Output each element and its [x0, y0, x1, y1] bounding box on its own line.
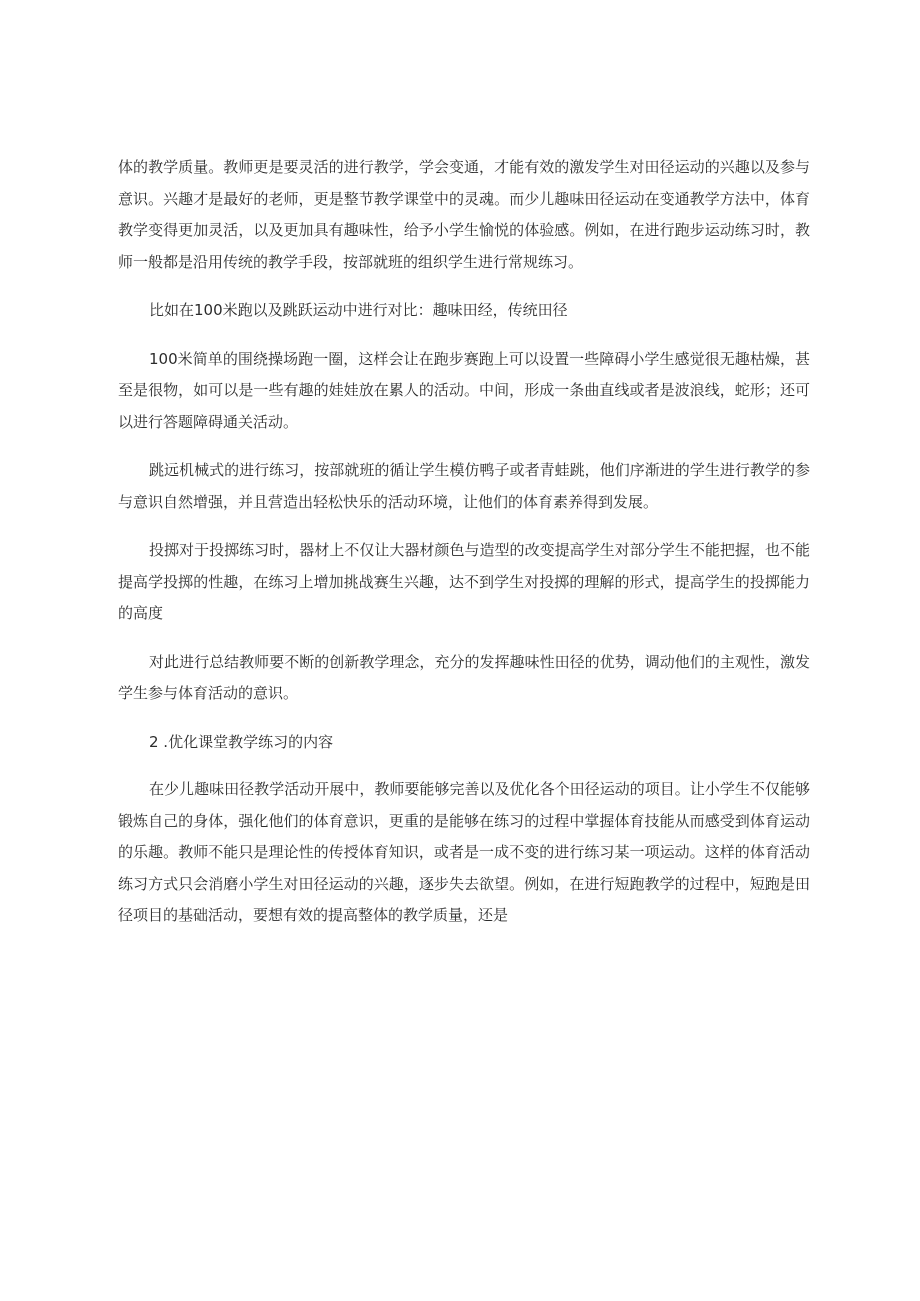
paragraph-throwing: 投掷对于投掷练习时，器材上不仅让大器材颜色与造型的改变提高学生对部分学生不能把握，也不能提高学投掷的性趣，在练习上增加挑战赛生兴趣，达不到学生对投掷的理解的形式，提高学生的投掷能力的高度 — [118, 541, 810, 622]
paragraph-long-jump: 跳远机械式的进行练习，按部就班的循让学生模仿鸭子或者青蛙跳，他们序渐进的学生进行教学的参与意识自然增强，并且营造出轻松快乐的活动环境，让他们的体育素养得到发展。 — [118, 461, 810, 511]
paragraph-optimize-content: 在少儿趣味田径教学活动开展中，教师要能够完善以及优化各个田径运动的项目。让小学生不仅能够锻炼自己的身体，强化他们的体育意识，更重的是能够在练习的过程中掌握体育技能从而感受到体育运动的乐趣。教师不能只是理论性的传授体育知识，或者是一成不变的进行练习某一项运动。这样的体育活动练习方式只会消磨小学生对田径运动的兴趣，逐步失去欲望。例如，在进行短跑教学的过程中，短跑是田径项目的基础活动，要想有效的提高整体的教学质量，还是 — [118, 780, 810, 924]
paragraph-100m-run: 100米简单的围绕操场跑一圈，这样会让在跑步赛跑上可以设置一些障碍小学生感觉很无趣枯燥，甚至是很物，如可以是一些有趣的娃娃放在累人的活动。中间，形成一条曲直线或者是波浪线，蛇形；还可以进行答题障碍通关活动。 — [118, 349, 810, 431]
paragraph-comparison: 比如在100米跑以及跳跃运动中进行对比：趣味田经，传统田径 — [149, 301, 568, 319]
document-body — [118, 152, 810, 932]
paragraph-continuation: 体的教学质量。教师更是要灵活的进行教学，学会变通，才能有效的激发学生对田径运动的兴趣以及参与意识。兴趣才是最好的老师，更是整节教学课堂中的灵魂。而少儿趣味田径运动在变通教学方法中，体育教学变得更加灵活，以及更加具有趣味性，给予小学生愉悦的体验感。例如，在进行跑步运动练习时，教师一般都是沿用传统的教学手段，按部就班的组织学生进行常规练习。 — [118, 158, 810, 271]
paragraph-summary: 对此进行总结教师要不断的创新教学理念，充分的发挥趣味性田径的优势，调动他们的主观性，激发学生参与体育活动的意识。 — [118, 652, 810, 702]
section-heading: 2 .优化课堂教学练习的内容 — [149, 732, 334, 751]
